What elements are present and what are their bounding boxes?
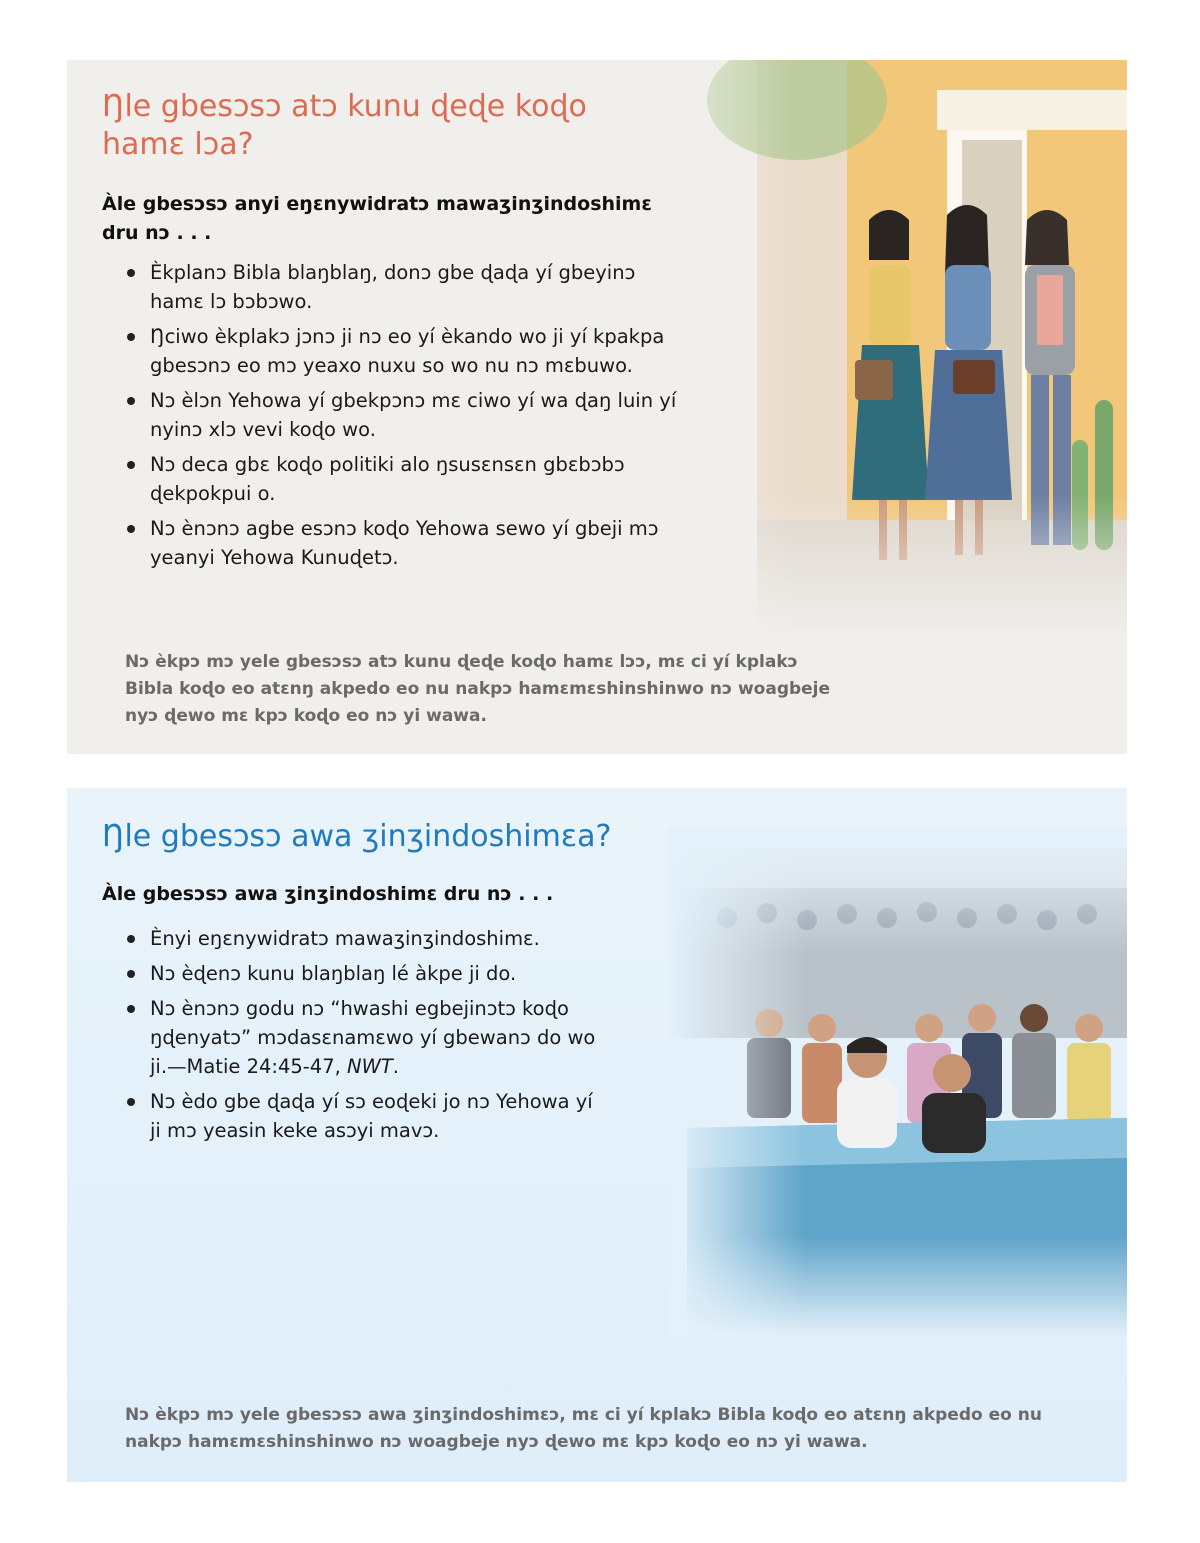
- list-item-text: Èkplanɔ Bibla blaŋblaŋ, donɔ gbe ɖaɖa yí gbeyinɔ hamɛ lɔ bɔbɔwo.: [150, 261, 636, 313]
- requirements-list: [124, 258, 694, 578]
- bullet-icon: [127, 1005, 135, 1013]
- list-item: [124, 924, 604, 953]
- bullet-icon: [127, 525, 135, 533]
- section-footnote: Nɔ èkpɔ mɔ yele gbesɔsɔ awa ʒinʒindoshimɛɔ, mɛ ci yí kplakɔ Bibla koɖo eo atɛnŋ akpedo eo nu nakpɔ hamɛmɛshinshinwo nɔ woagbeje nyɔ ɖewo mɛ kpɔ koɖo eo nɔ yi wawa.: [125, 1405, 1042, 1452]
- list-item: [124, 1087, 604, 1145]
- section-title: Ŋle gbesɔsɔ atɔ kunu ɖeɖe koɖo hamɛ lɔa?: [102, 89, 587, 162]
- bullet-icon: [127, 333, 135, 341]
- list-item-text: Nɔ ènɔnɔ agbe esɔnɔ koɖo Yehowa sewo yí gbeji mɔ yeanyi Yehowa Kunuɖetɔ.: [150, 517, 659, 569]
- bullet-icon: [127, 970, 135, 978]
- baptism-illustration: [667, 828, 1127, 1338]
- list-item: [124, 450, 694, 508]
- section-footnote: Nɔ èkpɔ mɔ yele gbesɔsɔ atɔ kunu ɖeɖe koɖo hamɛ lɔɔ, mɛ ci yí kplakɔ Bibla koɖo eo atɛnŋ akpedo eo nu nakpɔ hamɛmɛshinshinwo nɔ woagbeje nyɔ ɖewo mɛ kpɔ koɖo eo nɔ yi wawa.: [125, 652, 831, 726]
- list-item: [124, 386, 694, 444]
- scripture-version: NWT: [347, 1055, 393, 1078]
- list-item-text: Nɔ èɖenɔ kunu blaŋblaŋ lé àkpe ji do.: [150, 962, 517, 985]
- list-item-end: .: [392, 1055, 399, 1078]
- section-intro: Àle gbesɔsɔ anyi eŋɛnywidratɔ mawaʒinʒindoshimɛ dru nɔ . . .: [102, 193, 652, 244]
- list-item-text: Nɔ èdo gbe ɖaɖa yí sɔ eoɖeki jo nɔ Yehowa yí ji mɔ yeasin keke asɔyi mavɔ.: [150, 1090, 593, 1142]
- bullet-icon: [127, 397, 135, 405]
- list-item: [124, 258, 694, 316]
- section-baptism: [67, 788, 1127, 1482]
- list-item: [124, 514, 694, 572]
- section-title: Ŋle gbesɔsɔ awa ʒinʒindoshimɛa?: [102, 819, 612, 854]
- section-intro: Àle gbesɔsɔ awa ʒinʒindoshimɛ dru nɔ . . .: [102, 883, 554, 905]
- list-item-text: Nɔ èlɔn Yehowa yí gbekpɔnɔ mɛ ciwo yí wa ɖaŋ luin yí nyinɔ xlɔ vevi koɖo wo.: [150, 389, 677, 441]
- list-item-text: Ŋciwo èkplakɔ jɔnɔ ji nɔ eo yí èkando wo ji yí kpakpa gbesɔnɔ eo mɔ yeaxo nuxu so wo nu nɔ mɛbuwo.: [150, 325, 665, 377]
- list-item-text: Ènyi eŋɛnywidratɔ mawaʒinʒindoshimɛ.: [150, 927, 540, 950]
- bullet-icon: [127, 1098, 135, 1106]
- bullet-icon: [127, 461, 135, 469]
- list-item: [124, 959, 604, 988]
- list-item-text: Nɔ ènɔnɔ godu nɔ “hwashi egbejinɔtɔ koɖo ŋɖenyatɔ” mɔdasɛnamɛwo yí gbewanɔ do wo ji.—Matie 24:45-47,: [150, 997, 596, 1078]
- list-item: [124, 322, 694, 380]
- section-preaching: [67, 60, 1127, 754]
- list-item-text: Nɔ deca gbɛ koɖo politiki alo ŋsusɛnsɛn gbɛbɔbɔ ɖekpokpui o.: [150, 453, 625, 505]
- bullet-icon: [127, 269, 135, 277]
- bullet-icon: [127, 935, 135, 943]
- requirements-list: [124, 924, 604, 1151]
- list-item: [124, 994, 604, 1081]
